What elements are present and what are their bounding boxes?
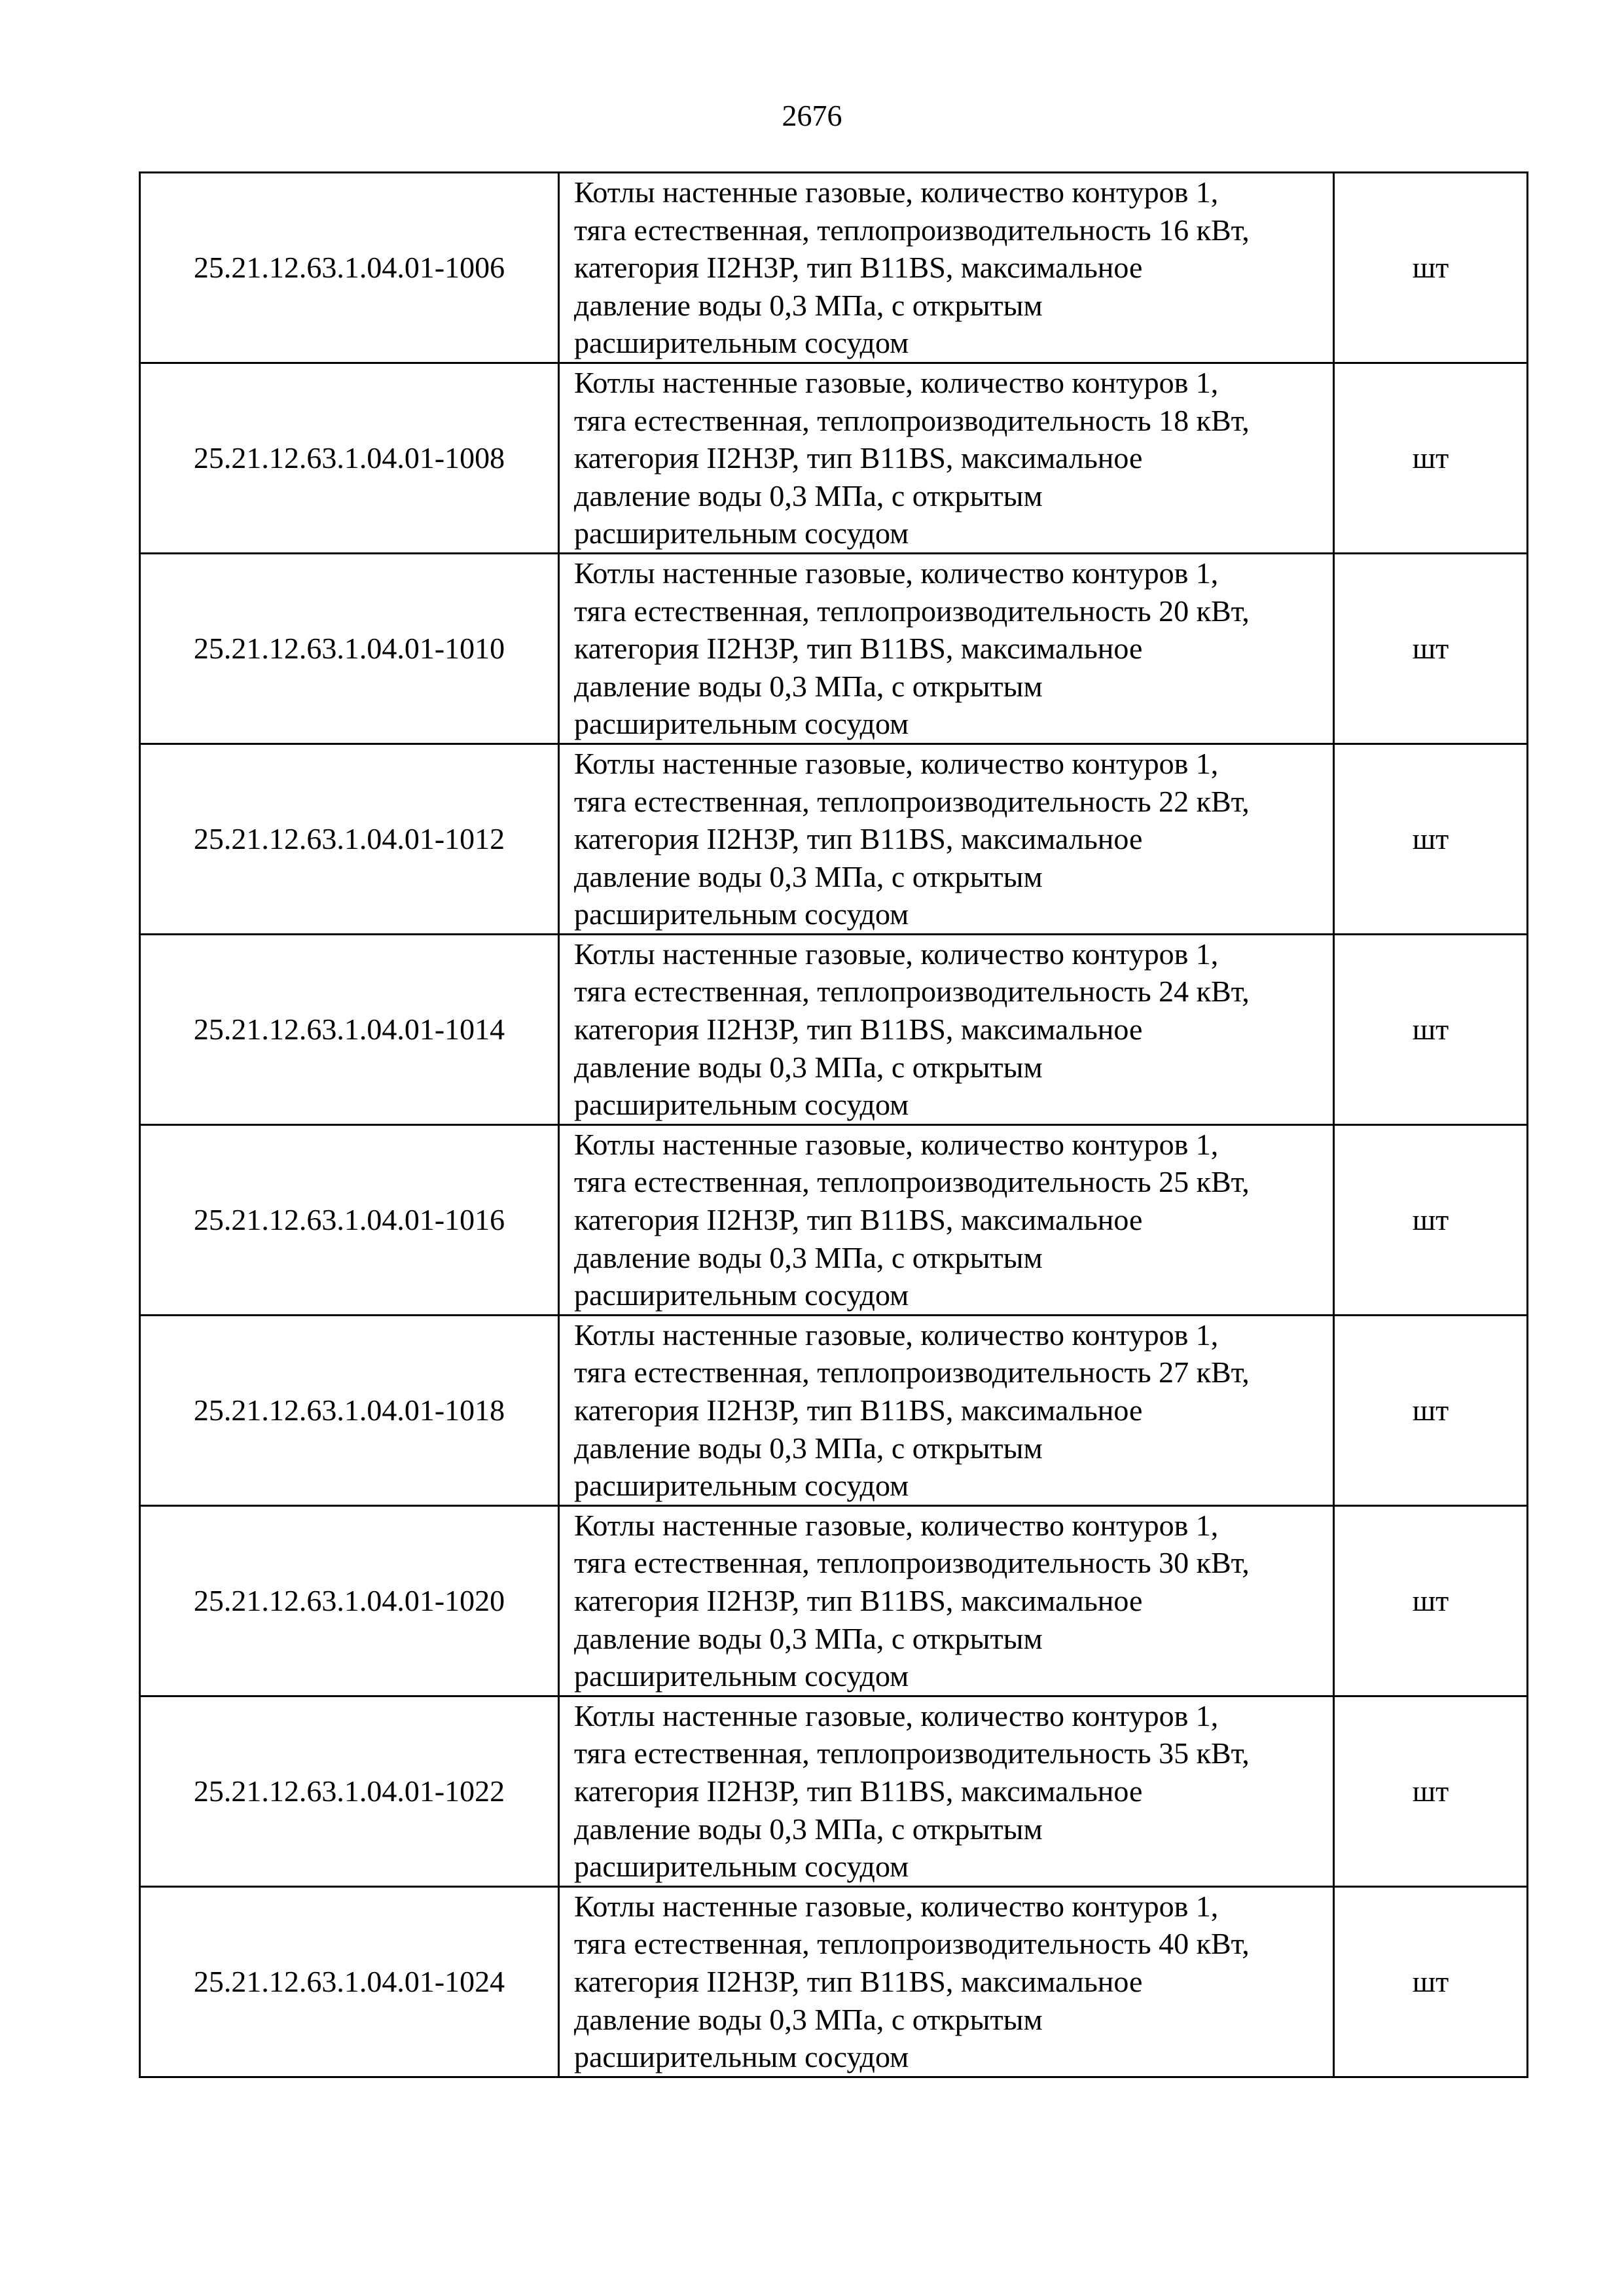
- description-line: давление воды 0,3 МПа, с открытым: [574, 288, 1043, 322]
- description-line: Котлы настенные газовые, количество контуров 1,: [574, 1508, 1219, 1542]
- table-row: [140, 1124, 1528, 1315]
- description-line: давление воды 0,3 МПа, с открытым: [574, 1431, 1043, 1465]
- unit-cell: шт: [1334, 934, 1528, 1124]
- unit-cell: шт: [1334, 744, 1528, 934]
- resource-code-cell: 25.21.12.63.1.04.01-1018: [140, 1315, 559, 1505]
- resource-code-cell: 25.21.12.63.1.04.01-1006: [140, 173, 559, 363]
- description-line: давление воды 0,3 МПа, с открытым: [574, 669, 1043, 703]
- unit-cell: шт: [1334, 173, 1528, 363]
- resource-description-cell: [559, 1124, 1334, 1315]
- resource-code-cell: 25.21.12.63.1.04.01-1014: [140, 934, 559, 1124]
- resource-table-body: [140, 173, 1528, 2077]
- resource-code-cell: 25.21.12.63.1.04.01-1022: [140, 1696, 559, 1886]
- description-line: давление воды 0,3 МПа, с открытым: [574, 859, 1043, 893]
- description-line: категория II2H3P, тип B11BS, максимальное: [574, 632, 1143, 666]
- description-line: Котлы настенные газовые, количество контуров 1,: [574, 1127, 1219, 1161]
- resource-code-cell: 25.21.12.63.1.04.01-1008: [140, 363, 559, 553]
- page-number: 2676: [782, 99, 842, 132]
- description-line: Котлы настенные газовые, количество контуров 1,: [574, 556, 1219, 590]
- resource-code-cell: 25.21.12.63.1.04.01-1012: [140, 744, 559, 934]
- unit-cell: шт: [1334, 1315, 1528, 1505]
- description-line: давление воды 0,3 МПа, с открытым: [574, 478, 1043, 512]
- unit-cell: шт: [1334, 1124, 1528, 1315]
- description-line: давление воды 0,3 МПа, с открытым: [574, 1812, 1043, 1846]
- description-line: тяга естественная, теплопроизводительность 16 кВт,: [574, 213, 1250, 247]
- table-row: [140, 1886, 1528, 2077]
- unit-cell: шт: [1334, 1696, 1528, 1886]
- description-line: Котлы настенные газовые, количество контуров 1,: [574, 1318, 1219, 1352]
- unit-cell: шт: [1334, 363, 1528, 553]
- description-line: Котлы настенные газовые, количество контуров 1,: [574, 937, 1219, 971]
- description-line: тяга естественная, теплопроизводительность 18 кВт,: [574, 403, 1250, 437]
- table-row: [140, 363, 1528, 553]
- description-line: расширительным сосудом: [574, 707, 909, 741]
- resource-description-cell: [559, 934, 1334, 1124]
- resource-description-cell: [559, 1696, 1334, 1886]
- table-row: [140, 553, 1528, 744]
- description-line: давление воды 0,3 МПа, с открытым: [574, 1621, 1043, 1655]
- description-line: Котлы настенные газовые, количество контуров 1,: [574, 746, 1219, 780]
- description-line: тяга естественная, теплопроизводительность 22 кВт,: [574, 784, 1250, 818]
- resource-code-cell: 25.21.12.63.1.04.01-1016: [140, 1124, 559, 1315]
- resource-description-cell: [559, 1505, 1334, 1696]
- resource-code-cell: 25.21.12.63.1.04.01-1024: [140, 1886, 559, 2077]
- description-line: расширительным сосудом: [574, 1088, 909, 1122]
- description-line: категория II2H3P, тип B11BS, максимальное: [574, 441, 1143, 475]
- table-row: [140, 1315, 1528, 1505]
- description-line: тяга естественная, теплопроизводительность 25 кВт,: [574, 1165, 1250, 1199]
- description-line: расширительным сосудом: [574, 1659, 909, 1693]
- description-line: тяга естественная, теплопроизводительность 40 кВт,: [574, 1927, 1250, 1961]
- description-line: Котлы настенные газовые, количество контуров 1,: [574, 365, 1219, 399]
- table-row: [140, 1696, 1528, 1886]
- description-line: категория II2H3P, тип B11BS, максимальное: [574, 251, 1143, 285]
- resource-description-cell: [559, 744, 1334, 934]
- resource-description-cell: [559, 1886, 1334, 2077]
- description-line: расширительным сосудом: [574, 1469, 909, 1503]
- table-row: [140, 934, 1528, 1124]
- description-line: категория II2H3P, тип B11BS, максимальное: [574, 1774, 1143, 1808]
- resource-code-cell: 25.21.12.63.1.04.01-1010: [140, 553, 559, 744]
- description-line: Котлы настенные газовые, количество контуров 1,: [574, 1889, 1219, 1923]
- resource-description-cell: [559, 363, 1334, 553]
- unit-cell: шт: [1334, 553, 1528, 744]
- description-line: давление воды 0,3 МПа, с открытым: [574, 1240, 1043, 1274]
- description-line: категория II2H3P, тип B11BS, максимальное: [574, 1203, 1143, 1237]
- description-line: давление воды 0,3 МПа, с открытым: [574, 1050, 1043, 1084]
- description-line: расширительным сосудом: [574, 326, 909, 360]
- description-line: категория II2H3P, тип B11BS, максимальное: [574, 1393, 1143, 1427]
- unit-cell: шт: [1334, 1505, 1528, 1696]
- resource-description-cell: [559, 173, 1334, 363]
- description-line: расширительным сосудом: [574, 516, 909, 550]
- description-line: тяга естественная, теплопроизводительность 20 кВт,: [574, 594, 1250, 628]
- description-line: категория II2H3P, тип B11BS, максимальное: [574, 1013, 1143, 1047]
- description-line: Котлы настенные газовые, количество контуров 1,: [574, 175, 1219, 209]
- description-line: давление воды 0,3 МПа, с открытым: [574, 2002, 1043, 2036]
- table-row: [140, 744, 1528, 934]
- description-line: категория II2H3P, тип B11BS, максимальное: [574, 1583, 1143, 1617]
- resource-table: [139, 171, 1528, 2078]
- table-row: [140, 173, 1528, 363]
- description-line: тяга естественная, теплопроизводительность 35 кВт,: [574, 1736, 1250, 1770]
- description-line: Котлы настенные газовые, количество контуров 1,: [574, 1698, 1219, 1732]
- description-line: категория II2H3P, тип B11BS, максимальное: [574, 1964, 1143, 1998]
- resource-description-cell: [559, 553, 1334, 744]
- table-row: [140, 1505, 1528, 1696]
- description-line: тяга естественная, теплопроизводительность 27 кВт,: [574, 1355, 1250, 1390]
- description-line: расширительным сосудом: [574, 1850, 909, 1884]
- unit-cell: шт: [1334, 1886, 1528, 2077]
- resource-code-cell: 25.21.12.63.1.04.01-1020: [140, 1505, 559, 1696]
- description-line: тяга естественная, теплопроизводительность 24 кВт,: [574, 975, 1250, 1009]
- description-line: расширительным сосудом: [574, 1278, 909, 1312]
- resource-description-cell: [559, 1315, 1334, 1505]
- description-line: тяга естественная, теплопроизводительность 30 кВт,: [574, 1546, 1250, 1580]
- description-line: расширительным сосудом: [574, 897, 909, 931]
- description-line: категория II2H3P, тип B11BS, максимальное: [574, 822, 1143, 856]
- description-line: расширительным сосудом: [574, 2040, 909, 2074]
